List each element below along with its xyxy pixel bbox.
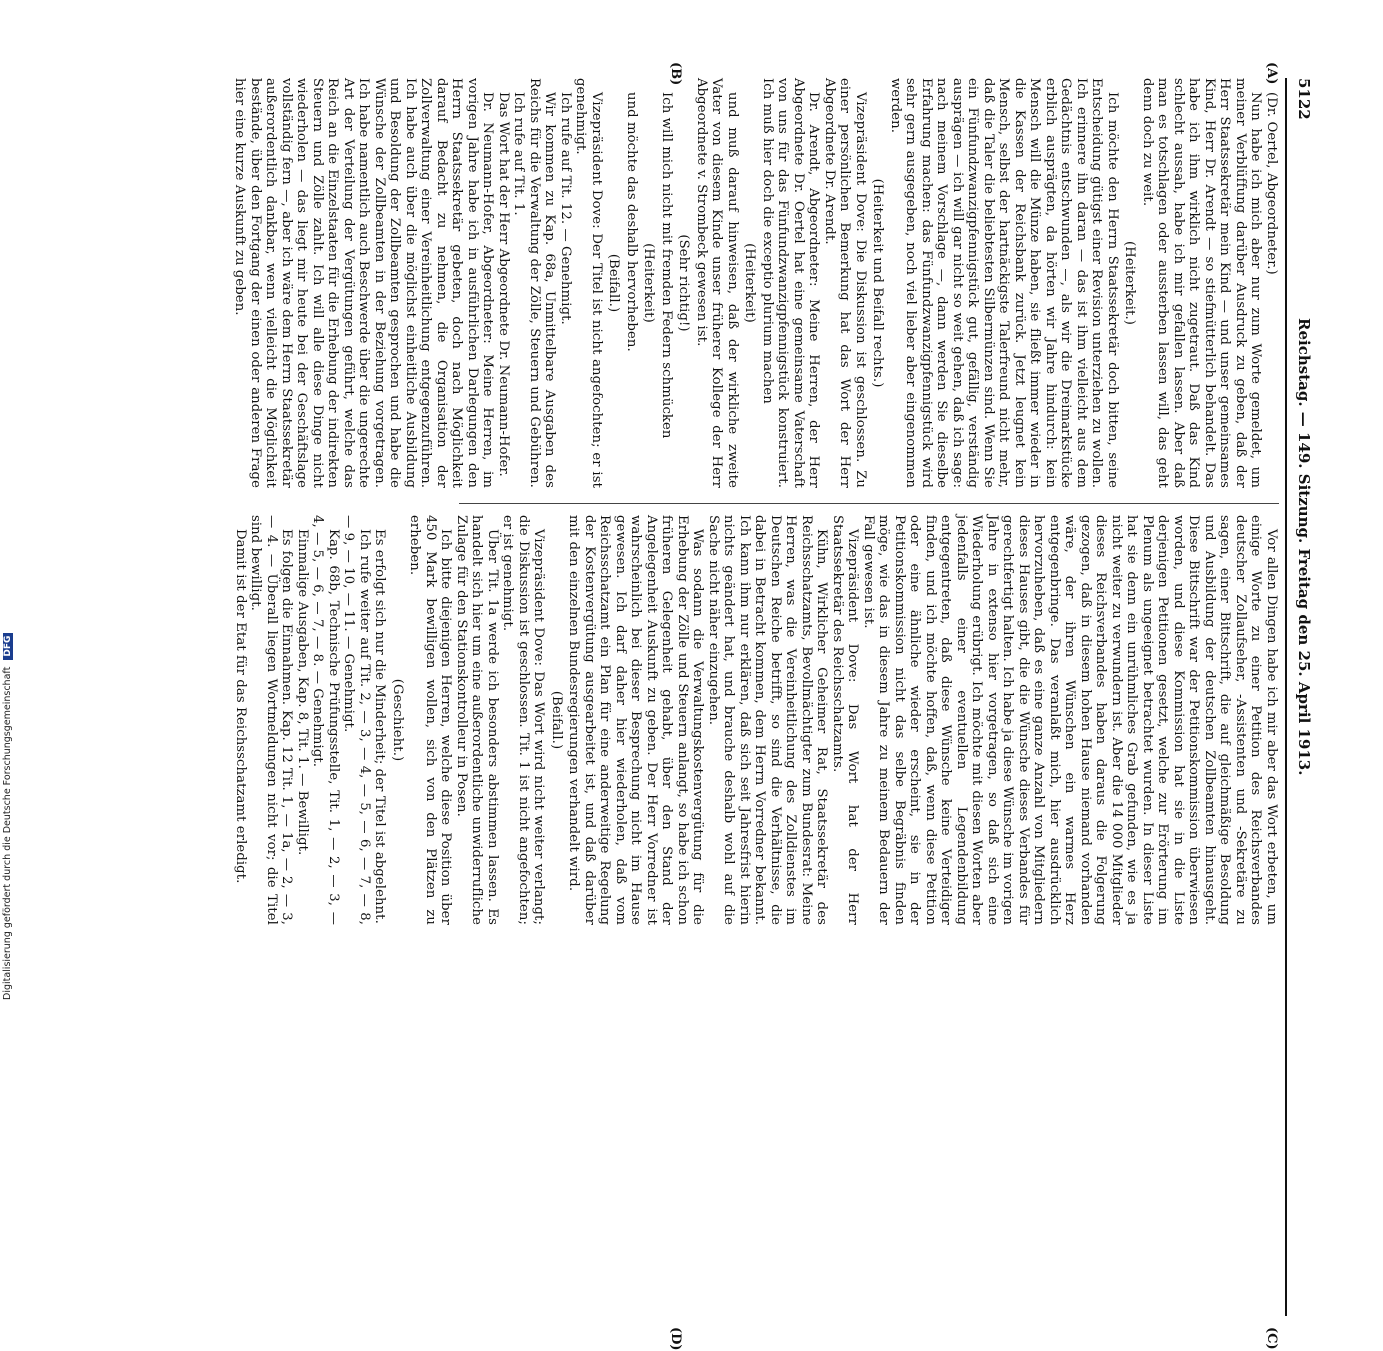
left-column-stage-direction: (Heiterkeit) [641, 243, 657, 323]
left-column [232, 78, 1279, 488]
left-column-paragraph: Vizepräsident Dove: Die Diskussion ist geschlossen. Zu einer persönlichen Bemerkung hat das Wort der Herr Abgeordnete Dr. Arendt. [822, 78, 868, 488]
right-column-paragraph: Über Tit. 1a werde ich besonders abstimmen lassen. Es handelt sich hier um eine außerordentliche unwiderrufliche Zulage für den Stationskontrolleur in Posen. [454, 515, 500, 925]
left-column-stage-direction: (Heiterkeit.) [1122, 240, 1138, 326]
page-number: 5122 [1295, 78, 1313, 120]
right-column-paragraph: Vizepräsident Dove: Das Wort wird nicht weiter verlangt; die Diskussion ist geschlossen. Tit. 1 ist nicht angefochten; er ist genehmigt. [500, 515, 547, 925]
left-column-paragraph: (Dr. Oertel, Abgeordneter.) [1264, 92, 1279, 275]
left-column-stage-direction: (Sehr richtig!) [676, 234, 692, 332]
margin-marker-c: (C) [1264, 1327, 1279, 1350]
header-rule [1285, 78, 1287, 1316]
right-column-paragraph: Es erfolgt sich nur die Minderheit; der Titel ist abgelehnt. [372, 529, 388, 924]
left-column-paragraph: Ich möchte den Herrn Staatssekretär doch bitten, seine Entscheidung gütigst einer Revision unterziehen zu wollen. Ich erinnere ihn daran — das ist ihm vielleicht aus dem Gedächtnis entschwunden —, als wir die Dreimarkstücke erblich ausprägten, da hörten wir Jahre hindurch: kein Mensch will die Münze haben, sie fließt immer wieder in die Kassen der Reichsbank zurück. Jetzt leugnet kein Mensch, selbst der hartnäckigste Talerfreund nicht mehr, daß die Taler die beliebtesten Silbermünzen sind. Wenn Sie ein Fünfundzwanzigpfennigstück gut, gefällig, verständig ausprägen — ich will gar nicht so weit gehen, daß ich sage: nach meinem Vorschlage —, dann werden Sie dieselbe Erfahrung machen: das Fünfundzwanzigpfennigstück wird sehr gern ausgegeben, noch viel lieber aber eingenommen werden. [888, 78, 1120, 488]
page-header [1291, 78, 1313, 1316]
left-column-paragraph: Wir kommen zu Kap. 68a, Unmittelbare Ausgaben des Reichs für die Verwaltung der Zölle, Steuern und Gebühren. [527, 78, 558, 488]
left-column-paragraph: Dr. Neumann-Hofer, Abgeordneter: Meine Herren, im vorigen Jahre habe ich in ausführlichen Darlegungen den Herrn Staatssekretär gebeten, doch nach Möglichkeit darauf Bedacht zu nehmen, die Organisation der Zollverwaltung einer Vereinheitlichung entgegenzuführen. Ich habe auch über die möglichst einheitliche Ausbildung und Besoldung der Zollbeamten gesprochen und habe die Wünsche der Zollbeamten in der Beziehung vorgetragen. Ich habe namentlich auch Beschwerde über die ungerechte Art der Verteilung der Vergütungen geführt, welche das Reich an die Einzelstaaten für die Erhebung der indirekten Steuern und Zölle zahlt. Ich will alle diese Dinge nicht wiederholen — das liegt mir heute bei der Geschäftslage vollständig fern —, aber ich wäre dem Herrn Staatssekretär außerordentlich dankbar, wenn vielleicht die Möglichkeit bestände, über den Fortgang der einen oder anderen Frage hier eine kurze Auskunft zu geben. [232, 78, 496, 488]
margin-marker-a: (A) [1264, 62, 1279, 85]
left-column-paragraph: Nun habe ich mich aber nur zum Worte gemeldet, um meiner Verblüffung darüber Ausdruck zu geben, daß der Herr Staatssekretär mein Kind — und unser gemeinsames Kind, Herr Dr. Arendt — so stiefmütterlich behandelt. Das habe ich ihm wirklich nicht zugetraut. Daß das Kind schlecht aussah, habe ich mir gefallen lassen. Aber daß man es totschlagen oder aussterben lassen will, das geht denn doch zu weit. [1140, 78, 1264, 488]
column-divider [459, 503, 1279, 504]
right-column [233, 515, 1280, 925]
left-column-stage-direction: (Beifall.) [606, 253, 622, 313]
right-column-paragraph: Was sodann die Verwaltungskostenvergütung für die Erhebung der Zölle und Steuern anlangt, so habe ich schon früheren Gelegenheit gehabt, über den Stand der Angelegenheit Auskunft zu geben. Der Herr Vorredner ist wahrscheinlich bei dieser Besprechung nicht im Hause gewesen. Ich darf daher hier wiederholen, daß vom Reichsschatzamt ein Plan für eine anderweitige Regelung der Kostenvergütung ausgearbeitet ist, und daß darüber mit den einzelnen Bundesregierungen verhandelt wird. [566, 515, 706, 925]
dfg-logo: DFG [3, 633, 13, 660]
right-column-paragraph: Vizepräsident Dove: Das Wort hat der Herr Staatssekretär des Reichsschatzamts. [830, 515, 861, 925]
left-column-paragraph: Vizepräsident Dove: Der Titel ist nicht angefochten; er ist genehmigt. [573, 78, 604, 488]
running-title: Reichstag. — 149. Sitzung. Freitag den 25. April 1913. [1295, 318, 1313, 776]
right-column-paragraph: Damit ist der Etat für das Reichsschatzamt erledigt. [233, 529, 248, 884]
left-column-paragraph: Dr. Arendt, Abgeordneter: Meine Herren, der Herr Abgeordnete Dr. Oertel hat eine gemeinsame Vaterschaft von uns für das Fünfundzwanzigpfennigstück konstruiert. Ich muß hier doch die exceptio plurium machen [760, 78, 822, 488]
right-column-paragraph: Einmalige Ausgaben, Kap. 8, Tit. 1. — Bewilligt. [295, 529, 310, 856]
right-column-paragraph: Vor allen Dingen habe ich mir aber das Wort erbeten, um einige Worte zu einer Petition des Reichsverbandes deutscher Zollaufseher, -Assistenten und -Sekretäre zu sagen, einer Bittschrift, die auf gleichmäßige Besoldung und Ausbildung der deutschen Zollbeamten hinausgeht. Diese Bittschrift war der Petitionskommission überwiesen worden, und diese Kommission hat sie in die Liste derjenigen Petitionen gesetzt, welche zur Erörterung im Plenum als ungeeignet betrachtet wurden. In dieser Liste hat sie denn ein unrühmliches Grab gefunden, wie es ja nicht weiter zu verwundern ist. Aber die 14 000 Mitglieder dieses Reichsverbandes haben daraus die Folgerung gezogen, daß in diesem hohen Hause niemand vorhanden wäre, der ihren Wünschen ein warmes Herz entgegenbringe. Das veranlaßt mich, hier ausdrücklich hervorzuheben, daß es eine ganze Anzahl von Mitgliedern dieses Hauses gibt, die die Wünsche dieses Verbandes für gerechtfertigt halten. Ich habe ja diese Wünsche im vorigen Jahre in extenso hier vorgetragen, so daß sich eine Wiederholung erübrigt. Ich möchte mit diesen Worten aber jedenfalls einer eventuellen Legendenbildung entgegentreten, daß diese Wünsche keine Verteidiger finden, und ich möchte hoffen, daß, wenn diese Petition oder eine ähnliche wieder erscheint, sie in der Petitionskommission nicht das selbe Begräbnis finden möge, wie das in diesem Jahre zu meinem Bedauern der Fall gewesen ist. [861, 515, 1279, 925]
digitization-credit [2, 600, 16, 1000]
margin-marker-d: (D) [668, 1327, 683, 1351]
right-column-stage-direction: (Geschieht.) [390, 678, 405, 762]
right-column-paragraph: Kap. 68b, Technische Prüfungsstelle, Tit. 1, — 2, — 3, — 4, — 5, — 6, — 7, — 8. — Genehmigt. [310, 515, 341, 925]
right-column-paragraph: Ich rufe weiter auf Tit. 2, — 3, — 4, — 5, — 6, — 7, — 8, — 9, — 10, — 11. — Genehmigt. [341, 515, 372, 925]
left-column-paragraph: Ich rufe auf Tit. 12. — Genehmigt. [558, 92, 573, 325]
left-column-paragraph: und muß darauf hinweisen, daß der wirkliche zweite Vater von diesem Kinde unser früherer Kollege der Herr Abgeordnete v. Strombeck gewesen ist. [694, 78, 740, 488]
credit-text: Digitalisierung gefördert durch die Deutsche Forschungsgemeinschaft [2, 666, 13, 1000]
left-column-paragraph: Ich will mich nicht mit fremden Federn schmücken [659, 92, 674, 439]
right-column-paragraph: Ich bitte diejenigen Herren, welche diese Position über 450 Mark bewilligen wollen, sich von den Plätzen zu erheben. [407, 515, 454, 925]
right-column-paragraph: Kühn, Wirklicher Geheimer Rat, Staatssekretär des Reichsschatzamts, Bevollmächtigter zum Bundesrat: Meine Herren, was die Vereinheitlichung des Zolldienstes im Deutschen Reiche betrifft, so sind die Verhältnisse, die dabei in Betracht kommen, dem Herrn Vorredner bekannt. Ich kann ihm nur erklären, daß sich seit Jahresfrist hierin nichts geändert hat, und brauche deshalb wohl auf die Sache nicht näher einzugehen. [706, 515, 830, 925]
left-column-paragraph: und möchte das deshalb hervorheben. [624, 92, 639, 352]
left-column-stage-direction: (Heiterkeit) [742, 243, 758, 323]
left-column-paragraph: Ich rufe auf Tit. 1. [511, 92, 527, 216]
right-column-paragraph: Es folgen die Einnahmen. Kap. 12 Tit. 1, — 1a, — 2, — 3, — 4. — Überall liegen Wortmeldungen nicht vor; die Titel sind bewilligt. [248, 515, 295, 925]
right-column-stage-direction: (Beifall.) [549, 690, 564, 750]
left-column-stage-direction: (Heiterkeit und Beifall rechts.) [870, 178, 886, 388]
left-column-paragraph: Das Wort hat der Herr Abgeordnete Dr. Neumann-Hofer. [496, 92, 511, 477]
margin-marker-b: (B) [668, 62, 683, 86]
